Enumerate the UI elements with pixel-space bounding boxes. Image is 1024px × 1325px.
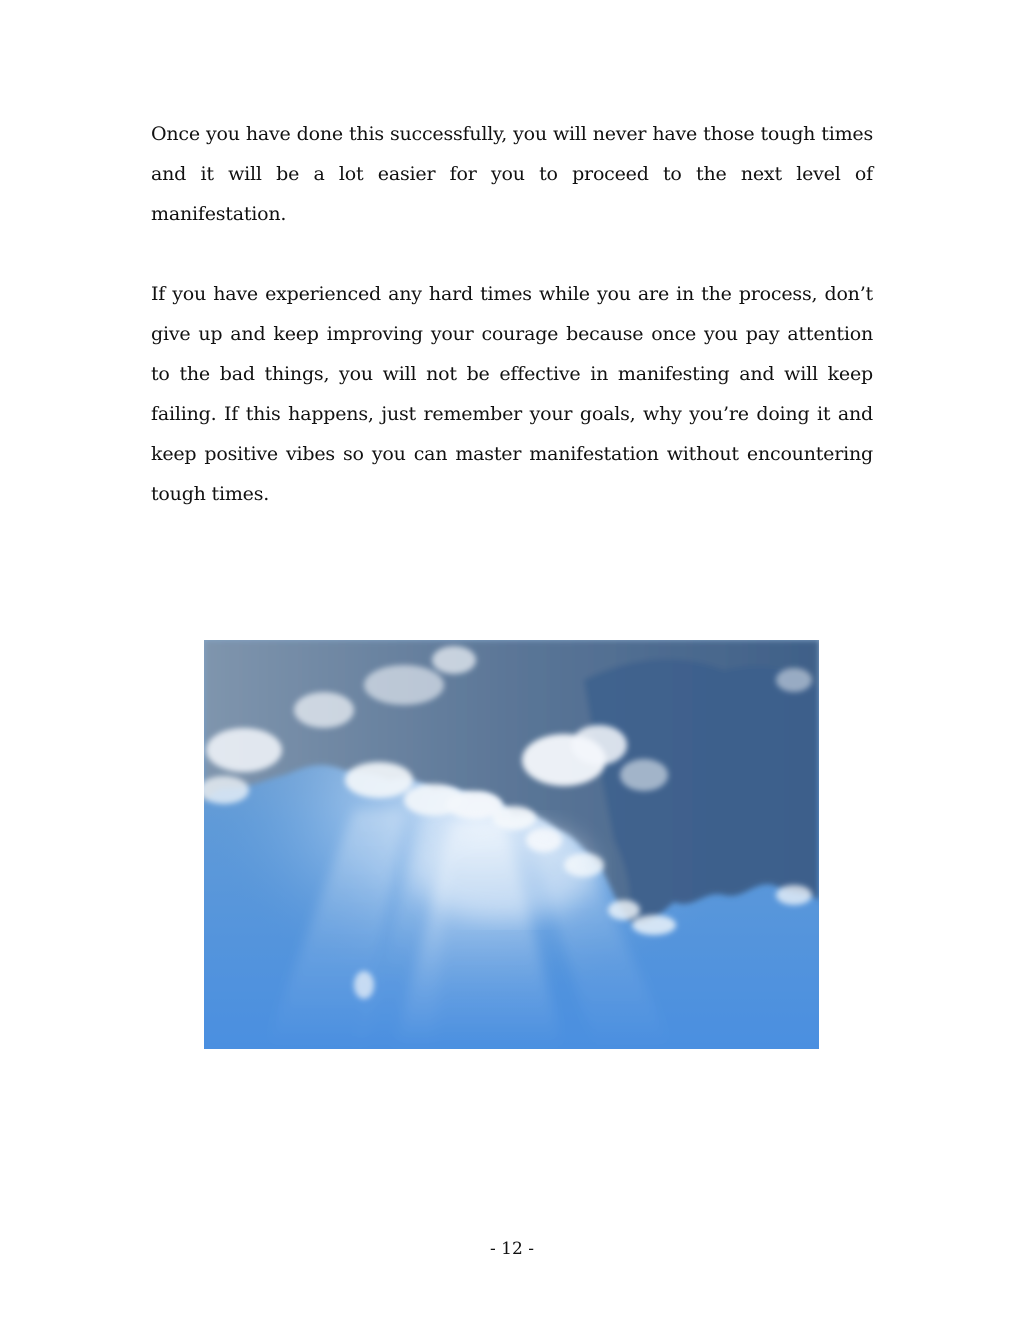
body-paragraph-1: Once you have done this successfully, you will never have those tough times and it will be a lot easier for you to proceed to the next level of manifestation. — [151, 123, 873, 225]
body-paragraph-2: If you have experienced any hard times while you are in the process, don’t give up and keep improving your courage because once you pay attention to the bad things, you will not be effective in manifesting and will keep failing. If this happens, just remember your goals, why you’re doing it and keep positive vibes so you can master manifestation without encountering tough times. — [151, 283, 873, 505]
page-number: - 12 - — [490, 1239, 534, 1259]
sky-clouds-image — [204, 640, 819, 1049]
